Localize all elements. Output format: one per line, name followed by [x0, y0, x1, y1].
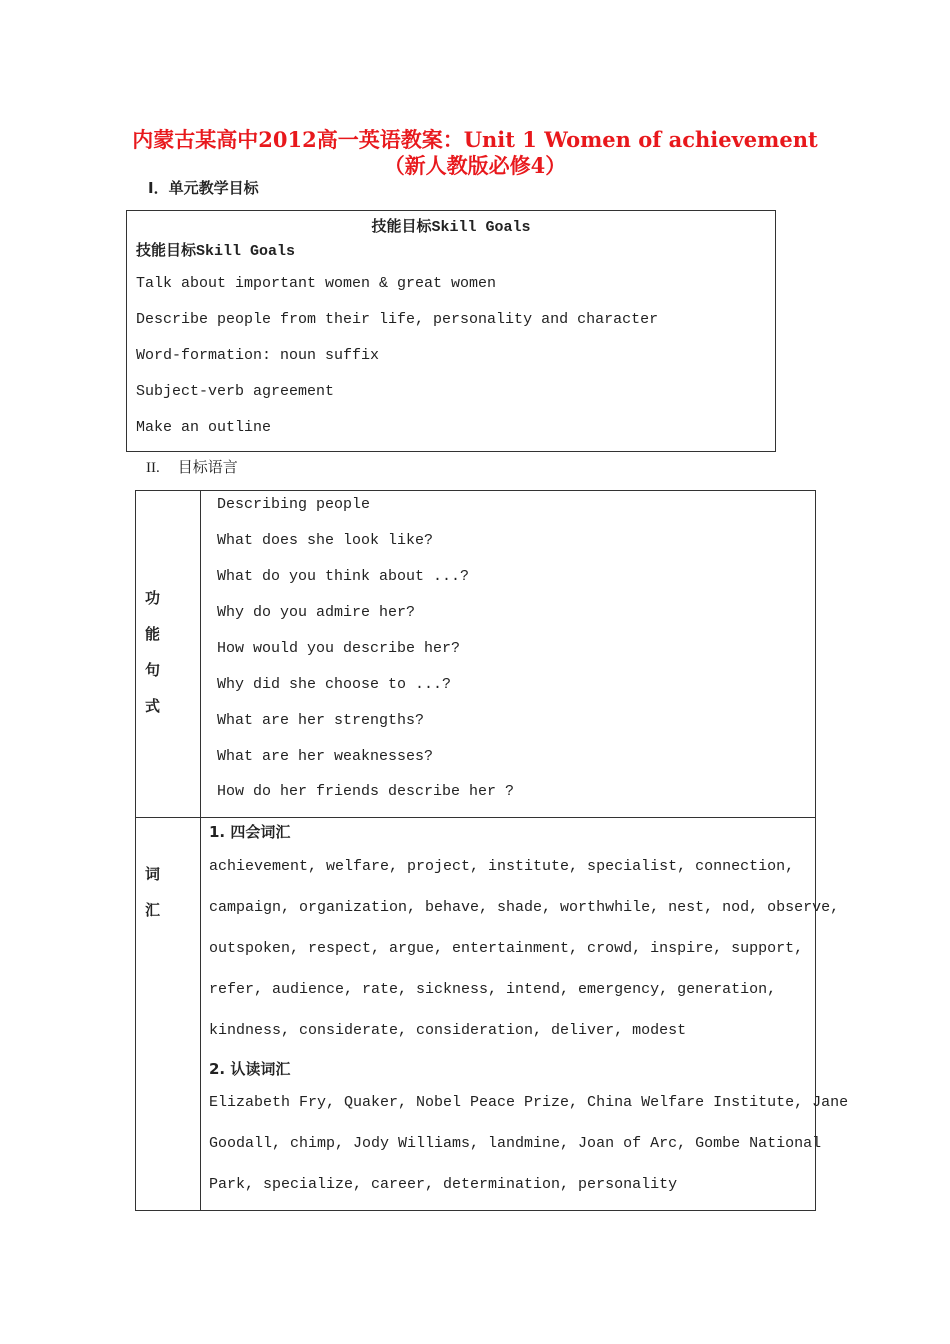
- section-1-heading: I．单元教学目标: [148, 179, 259, 197]
- skill-goals-box: [126, 210, 776, 452]
- skill-goals-header: 技能目标Skill Goals: [371, 219, 531, 236]
- vocabulary-heading-active: 1. 四会词汇: [209, 823, 291, 841]
- vocabulary-line: kindness, considerate, consideration, deliver, modest: [209, 1022, 687, 1039]
- row-divider: [136, 817, 815, 818]
- vocabulary-heading-recognition: 2. 认读词汇: [209, 1060, 291, 1078]
- functions-label-char: 句: [145, 661, 161, 679]
- vocabulary-line: Park, specialize, career, determination, personality: [209, 1176, 678, 1193]
- function-sentence: What does she look like?: [217, 532, 434, 549]
- function-sentence: Describing people: [217, 496, 371, 513]
- target-language-table: [135, 490, 849, 1211]
- function-sentence: How would you describe her?: [217, 640, 461, 657]
- section-2-title: 目标语言: [177, 458, 238, 476]
- vocabulary-label-char: 词: [145, 865, 161, 883]
- skill-goal-item: Word-formation: noun suffix: [136, 347, 380, 364]
- function-sentence: Why do you admire her?: [217, 604, 416, 621]
- document-subtitle: （新人教版必修4）: [383, 153, 567, 178]
- vocabulary-line: Goodall, chimp, Jody Williams, landmine, Joan of Arc, Gombe National: [209, 1135, 822, 1152]
- skill-goal-item: Talk about important women & great women: [136, 275, 497, 292]
- vocabulary-line: achievement, welfare, project, institute, specialist, connection,: [209, 858, 795, 875]
- vocabulary-line: outspoken, respect, argue, entertainment, crowd, inspire, support,: [209, 940, 804, 957]
- functions-label-char: 功: [145, 589, 161, 607]
- skill-goals-subheading: 技能目标Skill Goals: [136, 243, 296, 260]
- function-sentence: What are her strengths?: [217, 712, 425, 729]
- skill-goal-item: Make an outline: [136, 419, 272, 436]
- functions-label-char: 能: [145, 625, 161, 643]
- functions-label-char: 式: [145, 697, 161, 715]
- function-sentence: How do her friends describe her ?: [217, 783, 515, 800]
- function-sentence: What do you think about ...?: [217, 568, 470, 585]
- document-title: 内蒙古某高中2012高一英语教案：Unit 1 Women of achievement: [132, 127, 818, 152]
- column-divider: [200, 491, 201, 1210]
- skill-goal-item: Subject-verb agreement: [136, 383, 335, 400]
- function-sentence: Why did she choose to ...?: [217, 676, 452, 693]
- vocabulary-line: refer, audience, rate, sickness, intend, emergency, generation,: [209, 981, 777, 998]
- skill-goal-item: Describe people from their life, personality and character: [136, 311, 659, 328]
- vocabulary-line: Elizabeth Fry, Quaker, Nobel Peace Prize, China Welfare Institute, Jane: [209, 1094, 849, 1111]
- vocabulary-line: campaign, organization, behave, shade, worthwhile, nest, nod, observe,: [209, 899, 840, 916]
- function-sentence: What are her weaknesses?: [217, 748, 434, 765]
- section-2-number: II.: [146, 460, 160, 476]
- section-2-heading: [146, 456, 238, 477]
- vocabulary-label-char: 汇: [145, 901, 161, 919]
